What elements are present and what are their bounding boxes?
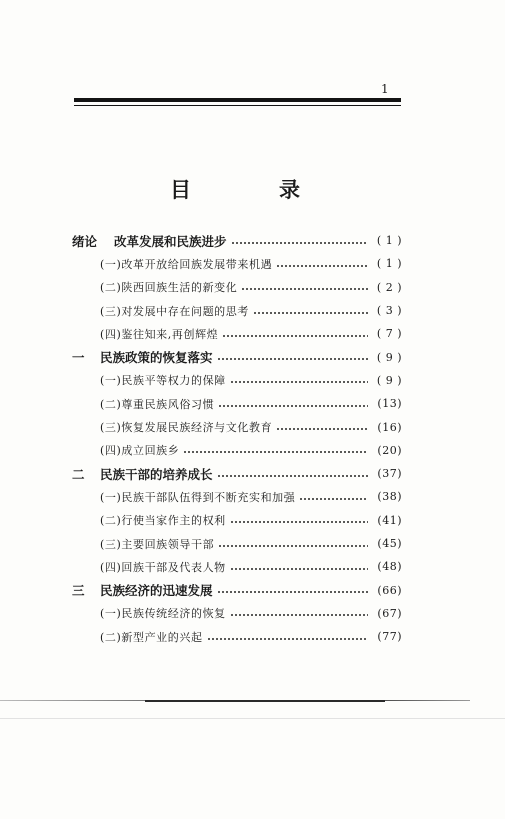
toc-dot-leader <box>230 520 368 524</box>
toc-entry-label: (一)改革开放给回族发展带来机遇 <box>100 257 273 271</box>
toc-dot-leader <box>217 357 368 361</box>
toc-entry-label: (四)成立回族乡 <box>100 444 180 458</box>
toc-subsection-entry <box>72 392 402 415</box>
toc-dot-leader <box>230 380 368 384</box>
toc-section-entry <box>72 462 402 485</box>
toc-entry-label: 民族政策的恢复落实 <box>100 350 213 366</box>
toc-entry-page: (20) <box>377 443 402 457</box>
toc-dot-leader <box>218 404 368 408</box>
toc-entry-page: (77) <box>377 630 402 644</box>
toc-entry-page: (38) <box>377 490 402 504</box>
toc-entry-label: (二)陕西回族生活的新变化 <box>100 281 238 295</box>
page-number: 1 <box>381 82 389 96</box>
toc-dot-leader <box>241 287 368 291</box>
toc-dot-leader <box>276 264 368 268</box>
toc-entry-label: (四)鉴往知来,再创辉煌 <box>100 327 219 341</box>
toc-entry-page: ( 9 ) <box>376 350 402 364</box>
table-of-contents <box>72 229 402 648</box>
toc-subsection-entry <box>72 299 402 322</box>
toc-entry-label: (四)回族干部及代表人物 <box>100 560 226 574</box>
toc-subsection-entry <box>72 485 402 508</box>
footer-rule-heavy <box>145 700 385 702</box>
toc-entry-label: (二)新型产业的兴起 <box>100 630 203 644</box>
toc-entry-page: (67) <box>377 606 402 620</box>
toc-dot-leader <box>207 637 368 641</box>
toc-subsection-entry <box>72 276 402 299</box>
toc-subsection-entry <box>72 415 402 438</box>
toc-dot-leader <box>276 427 368 431</box>
toc-dot-leader <box>183 450 368 454</box>
toc-entry-label: (三)对发展中存在问题的思考 <box>100 304 249 318</box>
toc-dot-leader <box>299 497 368 501</box>
toc-subsection-entry <box>72 625 402 648</box>
toc-dot-leader <box>230 567 368 571</box>
toc-entry-page: ( 1 ) <box>376 257 402 271</box>
toc-dot-leader <box>217 590 368 594</box>
toc-entry-prefix: 一 <box>72 350 85 366</box>
toc-entry-page: (37) <box>377 467 402 481</box>
toc-entry-page: ( 3 ) <box>376 304 402 318</box>
toc-entry-label: 民族干部的培养成长 <box>100 466 213 482</box>
toc-dot-leader <box>230 613 368 617</box>
toc-entry-label: (一)民族干部队伍得到不断充实和加强 <box>100 490 296 504</box>
toc-subsection-entry <box>72 439 402 462</box>
toc-entry-label: 民族经济的迅速发展 <box>100 583 213 599</box>
toc-entry-page: ( 2 ) <box>376 280 402 294</box>
toc-entry-label: (一)民族传统经济的恢复 <box>100 607 226 621</box>
toc-subsection-entry <box>72 602 402 625</box>
toc-entry-page: (45) <box>377 537 402 550</box>
toc-dot-leader <box>218 544 368 548</box>
header-rule-thick <box>74 98 401 102</box>
toc-section-entry <box>72 578 402 601</box>
header-rule-thin <box>74 105 401 106</box>
toc-title <box>170 178 300 202</box>
toc-subsection-entry <box>72 322 402 345</box>
toc-dot-leader <box>222 334 368 338</box>
toc-entry-prefix: 二 <box>72 466 85 482</box>
toc-section-entry <box>72 229 402 252</box>
toc-subsection-entry <box>72 509 402 532</box>
footer-rule-faint <box>0 718 505 719</box>
toc-title-char-2: 录 <box>279 178 300 202</box>
toc-entry-label: (三)恢复发展民族经济与文化教育 <box>100 421 273 435</box>
toc-entry-prefix: 绪论 <box>72 233 98 249</box>
toc-subsection-entry <box>72 369 402 392</box>
toc-dot-leader <box>231 241 368 245</box>
toc-entry-label: (二)行使当家作主的权利 <box>100 514 226 528</box>
toc-entry-page: ( 7 ) <box>376 327 402 341</box>
toc-subsection-entry <box>72 555 402 578</box>
toc-entry-label: (一)民族平等权力的保障 <box>100 374 226 388</box>
toc-entry-label: (三)主要回族领导干部 <box>100 537 215 551</box>
toc-entry-page: (41) <box>377 513 402 527</box>
toc-entry-page: (13) <box>377 397 402 411</box>
toc-dot-leader <box>217 474 368 478</box>
toc-title-char-1: 目 <box>170 178 191 202</box>
toc-entry-label: (二)尊重民族风俗习惯 <box>100 397 215 411</box>
toc-entry-page: (48) <box>377 560 402 574</box>
toc-entry-page: ( 9 ) <box>376 373 402 387</box>
toc-subsection-entry <box>72 532 402 555</box>
toc-subsection-entry <box>72 252 402 275</box>
toc-entry-prefix: 三 <box>72 583 85 599</box>
toc-entry-page: (16) <box>377 420 402 434</box>
toc-entry-page: (66) <box>377 583 402 597</box>
toc-dot-leader <box>253 311 368 315</box>
toc-entry-page: ( 1 ) <box>376 234 402 248</box>
toc-entry-label: 改革发展和民族进步 <box>114 233 227 249</box>
toc-section-entry <box>72 345 402 368</box>
